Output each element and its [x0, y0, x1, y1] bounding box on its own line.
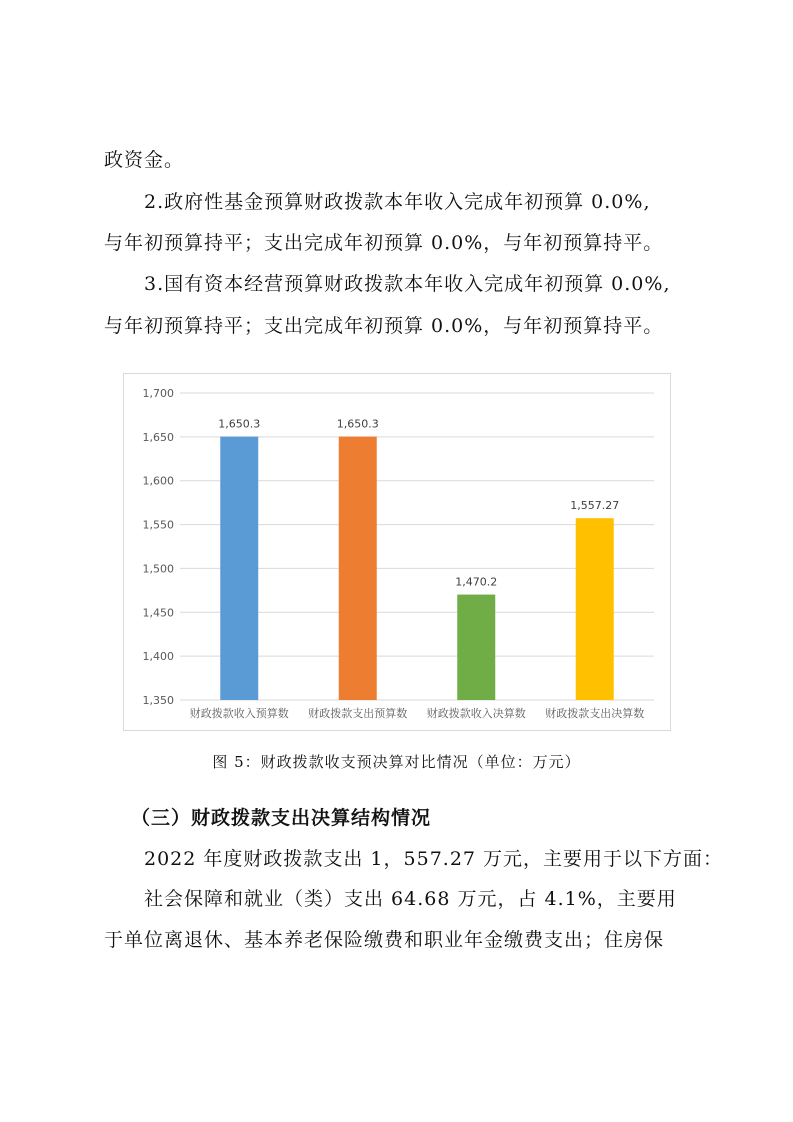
bar	[339, 437, 377, 700]
y-tick-label: 1,400	[142, 650, 174, 664]
category-label: 财政拨款支出决算数	[545, 707, 645, 720]
section-line-3: 于单位离退休、基本养老保险缴费和职业年金缴费支出；住房保	[104, 929, 665, 951]
data-label: 1,650.3	[218, 417, 261, 431]
bar-chart	[123, 373, 671, 731]
bar	[220, 437, 258, 700]
bar	[576, 518, 614, 700]
category-label: 财政拨款收入决算数	[426, 707, 526, 720]
y-tick-label: 1,700	[142, 387, 174, 400]
data-label: 1,557.27	[570, 499, 620, 513]
paragraph-line-3: 与年初预算持平；支出完成年初预算 0.0%，与年初预算持平。	[104, 232, 664, 254]
bar-chart-svg	[124, 374, 670, 730]
paragraph-line-1: 政资金。	[104, 149, 185, 171]
paragraph-line-4: 3.国有资本经营预算财政拨款本年收入完成年初预算 0.0%,	[144, 273, 671, 295]
y-tick-label: 1,450	[142, 606, 174, 620]
data-label: 1,470.2	[455, 575, 498, 589]
bar	[457, 595, 495, 700]
section-line-1: 2022 年度财政拨款支出 1，557.27 万元，主要用于以下方面：	[144, 848, 724, 870]
category-label: 财政拨款支出预算数	[308, 707, 408, 720]
paragraph-line-5: 与年初预算持平；支出完成年初预算 0.0%，与年初预算持平。	[104, 315, 664, 337]
y-tick-label: 1,650	[142, 430, 174, 444]
y-tick-label: 1,600	[142, 474, 174, 488]
y-tick-label: 1,350	[142, 694, 174, 707]
y-tick-label: 1,500	[142, 562, 174, 576]
y-tick-label: 1,550	[142, 518, 174, 532]
paragraph-line-2: 2.政府性基金预算财政拨款本年收入完成年初预算 0.0%,	[144, 191, 651, 213]
section-line-2: 社会保障和就业（类）支出 64.68 万元，占 4.1%，主要用	[144, 888, 677, 910]
section-heading: （三）财政拨款支出决算结构情况	[131, 807, 432, 829]
category-label: 财政拨款收入预算数	[189, 707, 289, 720]
figure-caption: 图 5：财政拨款收支预决算对比情况（单位：万元）	[212, 753, 581, 771]
data-label: 1,650.3	[336, 417, 379, 431]
